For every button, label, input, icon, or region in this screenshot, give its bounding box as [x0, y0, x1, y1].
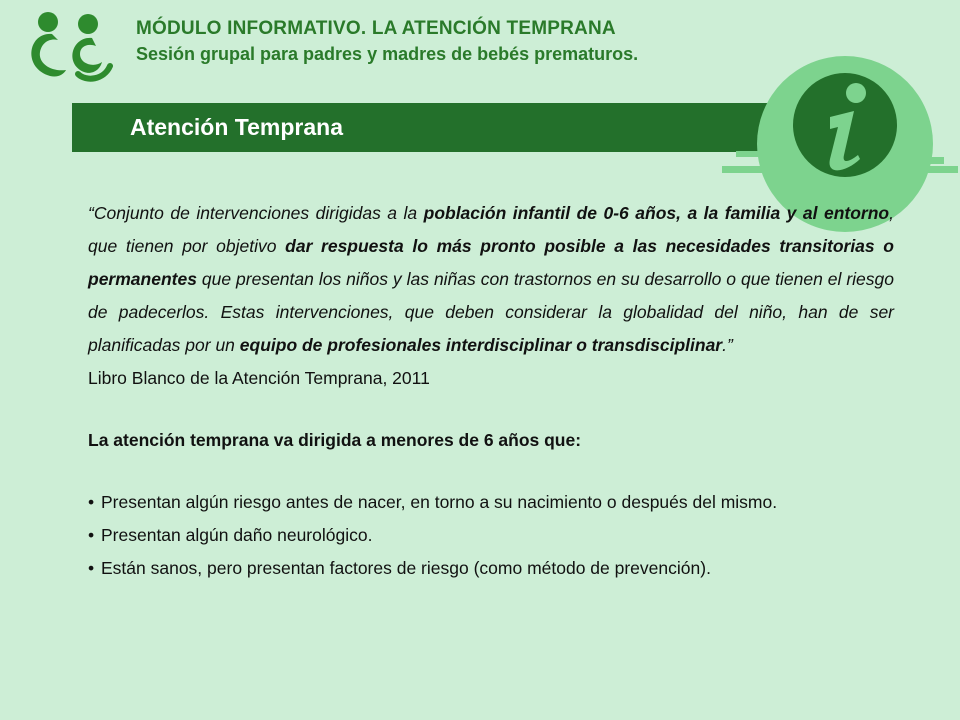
list-item-text: Están sanos, pero presentan factores de riesgo (como método de prevención).: [101, 558, 711, 578]
quote-segment: “Conjunto de intervenciones dirigidas a la: [88, 203, 424, 223]
mother-baby-logo-icon: [20, 10, 120, 82]
list-item: [88, 486, 894, 519]
section-title: Atención Temprana: [130, 114, 343, 140]
list-item: [88, 519, 894, 552]
main-content: [88, 197, 894, 585]
list-item-text: Presentan algún riesgo antes de nacer, en torno a su nacimiento o después del mismo.: [101, 492, 778, 512]
quote-segment-bold: dar respuesta lo más pronto posible a las necesidades transitorias o permanentes: [88, 236, 894, 289]
bullet-icon: •: [88, 492, 95, 512]
bullet-icon: •: [88, 558, 95, 578]
quote-segment: que presentan los niños y las niñas con trastornos en su desarrollo o que tienen el riesgo de padecerlos. Estas intervenciones, que deben considerar la globalidad del niño, han de ser planificadas por un: [88, 269, 894, 355]
quote-source: Libro Blanco de la Atención Temprana, 2011: [88, 368, 430, 388]
session-subtitle: Sesión grupal para padres y madres de bebés prematuros.: [136, 44, 639, 64]
quote-segment-bold: equipo de profesionales interdisciplinar o transdisciplinar: [239, 335, 723, 355]
target-list: [88, 486, 894, 585]
list-item: [88, 552, 894, 585]
quote-segment-bold: población infantil de 0-6 años, a la familia y al entorno: [423, 203, 890, 223]
module-title: MÓDULO INFORMATIVO. LA ATENCIÓN TEMPRANA: [136, 18, 616, 39]
section-title-bar: [72, 103, 772, 152]
definition-quote: [88, 197, 894, 362]
list-item-text: Presentan algún daño neurológico.: [101, 525, 373, 545]
header: [136, 18, 638, 65]
quote-segment: , que tienen por objetivo: [88, 203, 894, 256]
bullet-icon: •: [88, 525, 95, 545]
target-lead: La atención temprana va dirigida a menores de 6 años que:: [88, 430, 582, 450]
quote-segment: .”: [722, 335, 733, 355]
